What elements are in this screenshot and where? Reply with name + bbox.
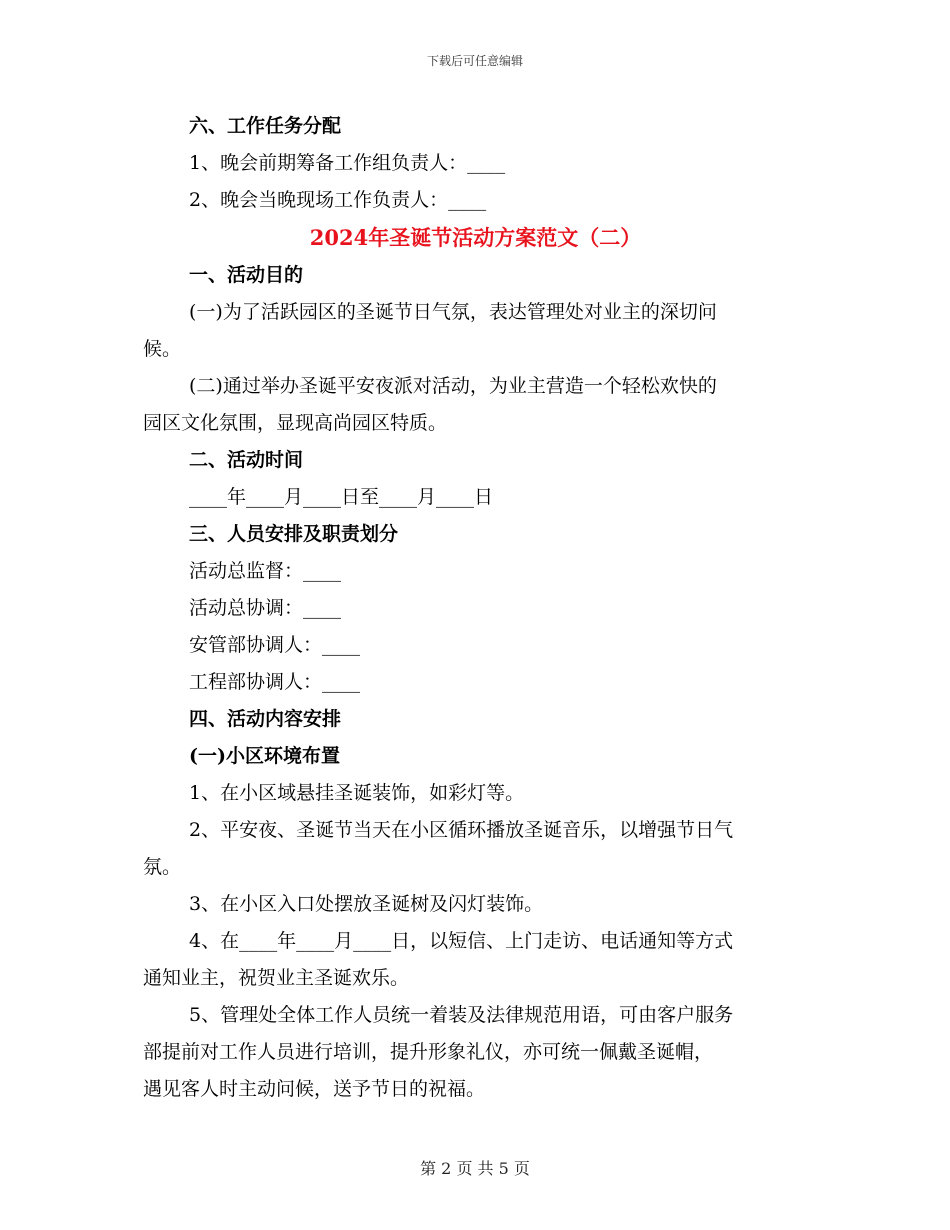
paragraph-line: 通知业主，祝贺业主圣诞欢乐。 [143,967,410,989]
paragraph-line: 候。 [143,338,182,360]
paragraph-line: 2、晚会当晚现场工作负责人：____ [189,189,487,211]
paragraph-line: 1、晚会前期筹备工作组负责人：____ [189,152,506,174]
paragraph-line: (一)为了活跃园区的圣诞节日气氛，表达管理处对业主的深切问 [189,301,717,323]
paragraph-line: 4、在____年____月____日，以短信、上门走访、电话通知等方式 [189,930,734,952]
paragraph-line: 2、平安夜、圣诞节当天在小区循环播放圣诞音乐，以增强节日气 [189,819,734,841]
paragraph-line: ____年____月____日至____月____日 [189,486,494,508]
section-title: 2024年圣诞节活动方案范文（二） [309,225,642,250]
paragraph-line: 3、在小区入口处摆放圣诞树及闪灯装饰。 [189,893,544,915]
paragraph-line: 活动总监督：____ [189,560,342,582]
paragraph-line: 活动总协调：____ [189,597,342,619]
paragraph-line: 1、在小区域悬挂圣诞装饰，如彩灯等。 [189,782,525,804]
section-heading: 六、工作任务分配 [189,115,342,137]
section-heading: (一)小区环境布置 [189,745,340,767]
page-header: 下载后可任意编辑 [426,54,523,68]
paragraph-line: 5、管理处全体工作人员统一着装及法律规范用语，可由客户服务 [189,1004,734,1026]
section-heading: 三、人员安排及职责划分 [189,523,399,545]
paragraph-line: 工程部协调人：____ [189,671,361,693]
paragraph-line: 部提前对工作人员进行培训，提升形象礼仪，亦可统一佩戴圣诞帽， [143,1041,714,1063]
paragraph-line: 遇见客人时主动问候，送予节日的祝福。 [143,1078,486,1100]
section-heading: 一、活动目的 [189,264,304,286]
section-heading: 四、活动内容安排 [189,708,342,730]
section-heading: 二、活动时间 [189,449,304,471]
paragraph-line: 园区文化氛围，显现高尚园区特质。 [143,412,448,434]
document-body [143,108,808,1108]
paragraph-line: (二)通过举办圣诞平安夜派对活动，为业主营造一个轻松欢快的 [189,375,717,397]
paragraph-line: 安管部协调人：____ [189,634,361,656]
paragraph-line: 氛。 [143,856,182,878]
page-footer: 第 2 页 共 5 页 [420,1159,530,1178]
